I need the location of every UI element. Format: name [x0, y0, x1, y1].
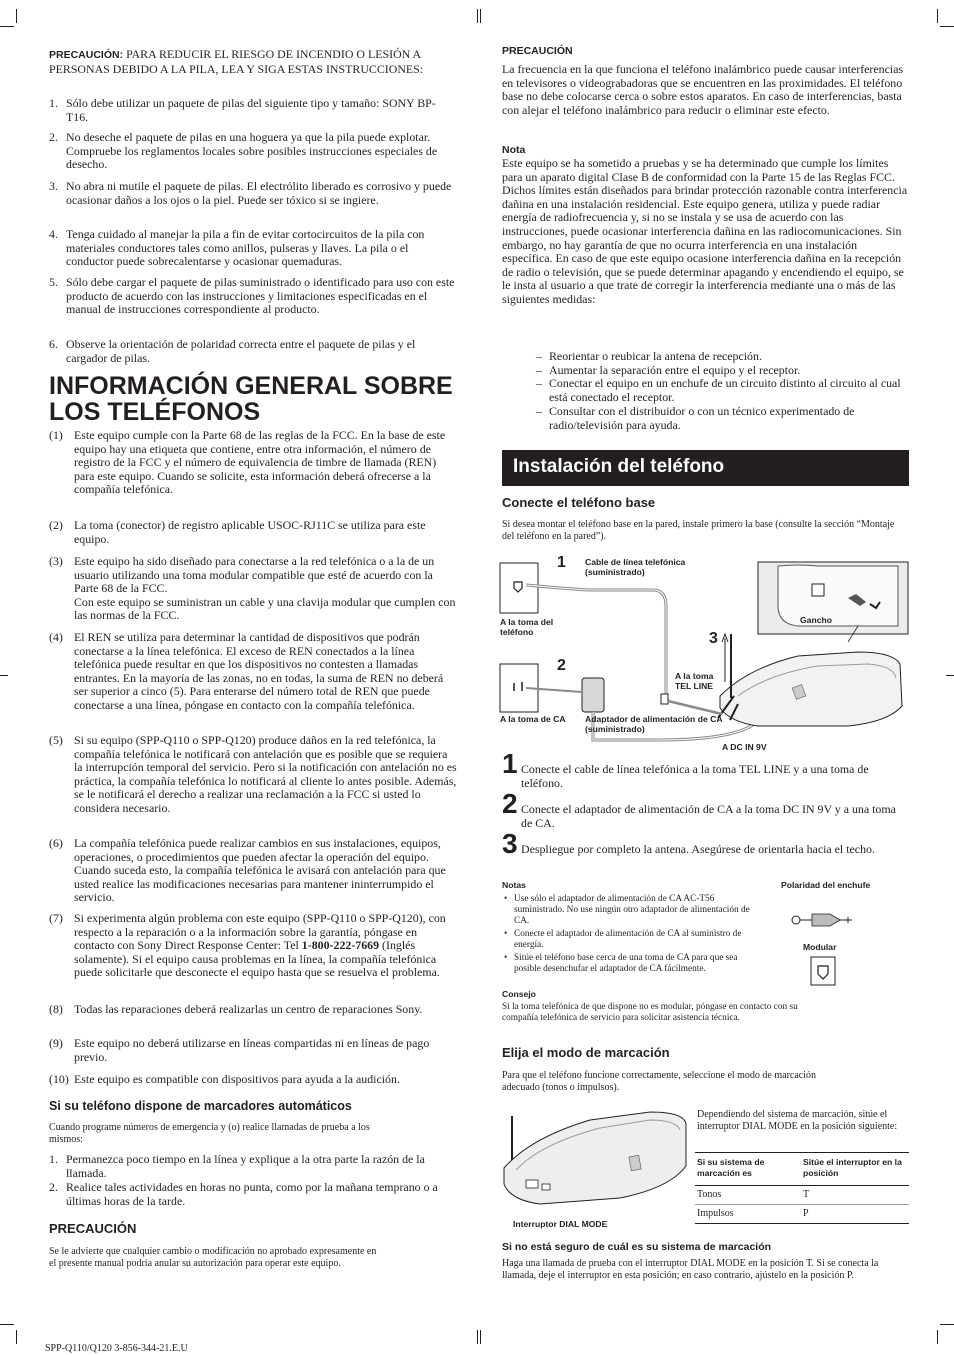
- crop-mark: [937, 9, 938, 23]
- crop-mark: [480, 1330, 481, 1344]
- table-header: Sitúe el interruptor en la posición: [803, 1157, 902, 1178]
- crop-mark: [937, 1330, 938, 1344]
- modular-label: Modular: [803, 942, 837, 952]
- dial-switch-label: Interruptor DIAL MODE: [513, 1219, 608, 1229]
- precaution-label: PRECAUCIÓN:: [49, 49, 124, 61]
- nota-text: Este equipo se ha sometido a pruebas y se ha determinado que cumple los límites para un aparato digital Clase B de conformidad con la Parte 15 de las Reglas FCC. Dichos límites están diseñados para brindar protección razonable contra interferencia dañina en una instalación residencial. Este equipo genera, utiliza y puede radiar energía de radiofrecuencia y, si no se instala y se usa de acuerdo con las instrucciones, puede ocasionar interferencia dañina en las radiocomunicaciones. Sin embargo, no hay garantía de que no ocurra interferencia en una instalación específica. En caso de que este equipo ocasione interferencia dañina en la recepción de radio o televisión, que se puede determinar apagando y encendiendo el equipo, se le insta al usuario a que trate de corregir la interferencia mediante una o más de las siguientes medidas:: [502, 156, 908, 306]
- crop-mark: [16, 1330, 17, 1344]
- label-dc-in: A DC IN 9V: [722, 742, 767, 752]
- nota-heading: Nota: [502, 144, 526, 156]
- label-adapter: Adaptador de alimentación de CA (suministrado): [585, 714, 723, 735]
- install-title-bar: [502, 450, 909, 486]
- step-number: 1: [502, 748, 518, 779]
- step-number: 2: [502, 788, 518, 819]
- crop-mark: [16, 9, 17, 23]
- table-cell: Tonos: [697, 1189, 722, 1200]
- unsure-text: Haga una llamada de prueba con el interruptor DIAL MODE en la posición T. Si se conecta la llamada, deje el interruptor en esta posición; en caso contrario, ajústelo en la posición P.: [502, 1258, 879, 1282]
- diagram-step-2: 2: [557, 657, 566, 674]
- battery-precaution: [49, 48, 457, 76]
- section-title: INFORMACIÓN GENERAL SOBRE LOS TELÉFONOS: [49, 372, 453, 426]
- dial-description: Dependiendo del sistema de marcación, sitúe el interruptor DIAL MODE en la posición siguiente:: [697, 1109, 898, 1133]
- precaution-heading: PRECAUCIÓN: [49, 1221, 137, 1236]
- table-cell: T: [803, 1189, 810, 1200]
- precaution-text: La frecuencia en la que funciona el teléfono inalámbrico puede causar interferencias en televisores o videograbadoras que se encuentren en las proximidades. El teléfono base no debe colocarse cerca o sobre estos aparatos. En caso de interferencias, basta con alejar el teléfono inalámbrico para reducir o eliminar este efecto.: [502, 62, 904, 117]
- precaution-heading: PRECAUCIÓN: [502, 45, 573, 57]
- precaution-text: Se le advierte que cualquier cambio o modificación no aprobado expresamente en el presente manual podría anular su autorización para operar este equipo.: [49, 1246, 377, 1270]
- consejo-text: Si la toma telefónica de que dispone no es modular, póngase en contacto con su compañía telefónica de servicio para solicitar asistencia técnica.: [502, 1002, 798, 1024]
- crop-mark: [940, 1324, 954, 1325]
- crop-mark: [946, 675, 954, 676]
- dial-mode-illustration: [500, 1108, 690, 1216]
- table-cell: Impulsos: [697, 1208, 734, 1219]
- install-title: Instalación del teléfono: [513, 456, 725, 477]
- crop-mark: [0, 26, 14, 27]
- dial-heading: Elija el modo de marcación: [502, 1045, 670, 1060]
- table-cell: P: [803, 1208, 809, 1219]
- diagram-step-3: 3: [709, 630, 718, 647]
- step-text: Conecte el adaptador de alimentación de CA a la toma DC IN 9V y a una toma de CA.: [521, 802, 896, 830]
- label-wall-phone: A la toma del teléfono: [500, 617, 554, 638]
- label-hook: Gancho: [800, 615, 832, 625]
- notas-heading: Notas: [502, 880, 526, 890]
- step-number: 3: [502, 828, 518, 859]
- consejo-heading: Consejo: [502, 989, 536, 999]
- precaution-text: PARA REDUCIR EL RIESGO DE INCENDIO O LESIÓN A PERSONAS DEBIDO A LA PILA, LEA Y SIGA ESTAS INSTRUCCIONES:: [49, 47, 424, 76]
- label-tel-line: A la toma TEL LINE: [675, 671, 714, 692]
- autodial-heading: Si su teléfono dispone de marcadores automáticos: [49, 1099, 352, 1113]
- label-wall-ac: A la toma de CA: [500, 714, 566, 724]
- modular-jack-icon: [810, 956, 836, 986]
- autodial-intro: Cuando programe números de emergencia y (o) realice llamadas de prueba a los mismos:: [49, 1122, 370, 1146]
- connect-heading: Conecte el teléfono base: [502, 495, 656, 510]
- crop-mark: [477, 9, 478, 23]
- phone-number: 1-800-222-7669: [301, 938, 380, 953]
- polarity-icon: [786, 900, 856, 940]
- crop-mark: [477, 1330, 478, 1344]
- crop-mark: [940, 26, 954, 27]
- crop-mark: [480, 9, 481, 23]
- step-text: Despliegue por completo la antena. Asegúrese de orientarla hacia el techo.: [521, 842, 875, 856]
- crop-mark: [0, 1324, 14, 1325]
- table-header: Si su sistema de marcación es: [697, 1157, 765, 1178]
- crop-mark: [0, 675, 8, 676]
- connect-intro: Si desea montar el teléfono base en la pared, instale primero la base (consulte la sección “Montaje del teléfono en la pared”).: [502, 519, 895, 543]
- unsure-heading: Si no está seguro de cuál es su sistema de marcación: [502, 1241, 772, 1253]
- step-text: Conecte el cable de línea telefónica a la toma TEL LINE y a una toma de teléfono.: [521, 762, 869, 790]
- polarity-label: Polaridad del enchufe: [781, 880, 871, 890]
- label-cable: Cable de línea telefónica (suministrado): [585, 557, 686, 578]
- diagram-step-1: 1: [557, 554, 566, 571]
- footer-code: SPP-Q110/Q120 3-856-344-21.E.U: [45, 1343, 188, 1354]
- dial-intro: Para que el teléfono funcione correctamente, seleccione el modo de marcación adecuado (tonos o impulsos).: [502, 1070, 817, 1094]
